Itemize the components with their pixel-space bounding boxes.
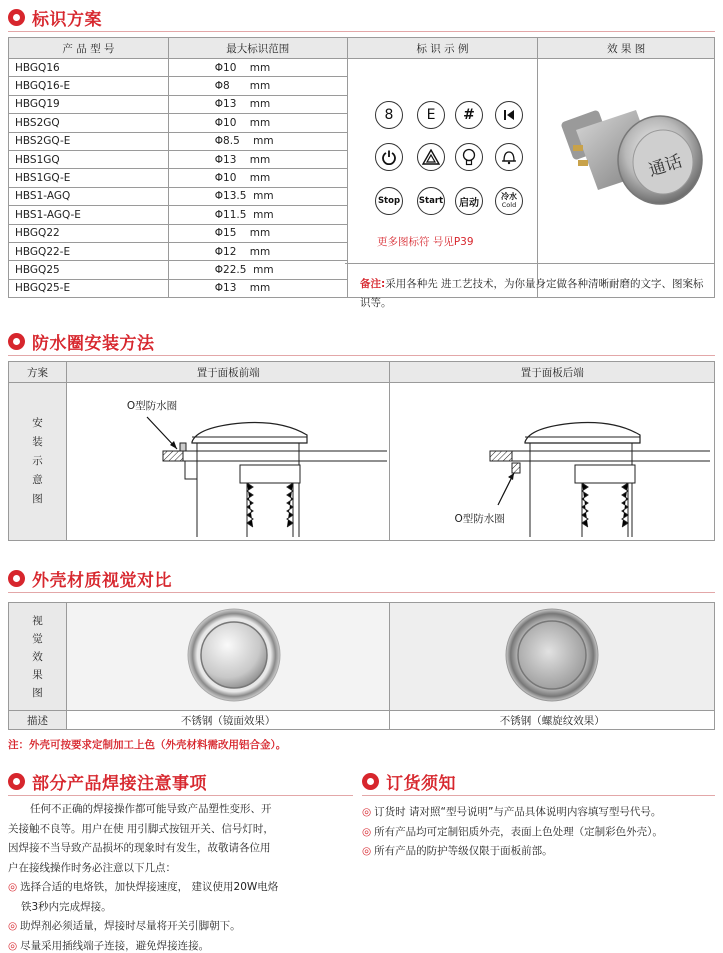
col-header-rear: 置于面板后端 <box>390 362 715 383</box>
divider <box>362 795 715 796</box>
note-divider <box>345 263 715 264</box>
model-cell: HBS2GQ-E <box>9 132 169 150</box>
range-cell: Φ15 mm <box>168 224 347 242</box>
stop-icon: Stop <box>375 187 403 215</box>
right-desc: 不锈钢（螺旋纹效果） <box>390 711 715 730</box>
bullet-icon <box>8 333 25 350</box>
section-title: 标识方案 <box>32 9 102 30</box>
divider <box>8 355 715 356</box>
hazard-icon <box>417 143 445 171</box>
spiral-finish-image <box>390 603 715 711</box>
bullet-icon <box>8 9 25 26</box>
section-header-seal <box>8 330 155 352</box>
welding-bullet: ◎ 尽量采用插线端子连接，避免焊接连接。 <box>8 939 210 952</box>
col-header-scheme: 方案 <box>9 362 67 383</box>
model-cell: HBS1GQ-E <box>9 169 169 187</box>
section-title: 订货须知 <box>386 773 456 794</box>
model-cell: HBS2GQ <box>9 114 169 132</box>
section-title: 部分产品焊接注意事项 <box>32 773 207 794</box>
range-cell: Φ8 mm <box>168 77 347 95</box>
install-side-label <box>9 383 67 541</box>
col-header-effect: 效 果 图 <box>538 38 715 59</box>
bullet-icon <box>8 570 25 587</box>
range-cell: Φ13 mm <box>168 95 347 113</box>
mirror-finish-image <box>66 603 390 711</box>
front-install-diagram <box>66 383 390 541</box>
model-cell: HBS1GQ <box>9 150 169 168</box>
range-cell: Φ11.5 mm <box>168 206 347 224</box>
bullet-icon <box>8 773 25 790</box>
rear-install-diagram <box>390 383 715 541</box>
col-header-example: 标 识 示 例 <box>347 38 538 59</box>
section-header-welding <box>8 770 207 792</box>
range-cell: Φ8.5 mm <box>168 132 347 150</box>
ordering-text <box>362 803 717 862</box>
range-cell: Φ10 mm <box>168 169 347 187</box>
vertical-label: 安 装 示 意 图 <box>32 417 43 505</box>
ordering-bullet: ◎ 订货时 请对照“型号说明”与产品具体说明内容填写型号代号。 <box>362 806 662 818</box>
power-icon <box>375 143 403 171</box>
section-header-ordering <box>362 770 456 792</box>
marking-note <box>360 275 712 313</box>
range-cell: Φ13 mm <box>168 150 347 168</box>
welding-bullet: ◎ 选择合适的电烙铁，加快焊接速度， 建议使用20W电烙 <box>8 881 279 893</box>
product-label-text: 通话 <box>646 151 685 182</box>
col-header-range: 最大标识范围 <box>168 38 347 59</box>
material-note: 注：外壳可按要求定制加工上色（外壳材料需改用铝合金）。 <box>8 739 287 751</box>
material-table <box>8 602 715 730</box>
more-icons-note: 更多图标符 号见P39 <box>377 236 474 248</box>
model-cell: HBS1-AGQ-E <box>9 206 169 224</box>
model-cell: HBS1-AGQ <box>9 187 169 205</box>
qidong-icon: 启动 <box>455 187 483 215</box>
vertical-label: 视 觉 效 果 图 <box>32 614 43 699</box>
desc-label: 描述 <box>9 711 67 730</box>
bell-icon <box>495 143 523 171</box>
range-cell: Φ13.5 mm <box>168 187 347 205</box>
divider <box>8 592 715 593</box>
icon-examples <box>349 59 540 254</box>
product-image <box>548 90 708 220</box>
model-cell: HBGQ25-E <box>9 279 169 297</box>
welding-text: 任何不正确的焊接操作都可能导致产品塑性变形、开 关接触不良等。用户在使 用引脚式按钮开关、信号灯时， 因焊接不当导致产品损坏的现象时有发生，故敬请各位用 户在接线操作时务必注意以下几点： ◎ 选择合适的电烙铁，加快焊接速度， 建议使用20W电烙 铁3秒内完成焊接。 ◎ 助焊剂必须适量，焊接时尽量将开关引脚朝下。 ◎ 尽量采用插线端子连接，避免焊接连接。 <box>8 800 348 953</box>
range-cell: Φ13 mm <box>168 279 347 297</box>
section-title: 防水圈安装方法 <box>32 333 155 354</box>
section-title: 外壳材质视觉对比 <box>32 570 172 591</box>
section-header-marking <box>8 6 102 28</box>
start-icon: Start <box>417 187 445 215</box>
model-cell: HBGQ16-E <box>9 77 169 95</box>
model-cell: HBGQ19 <box>9 95 169 113</box>
range-cell: Φ12 mm <box>168 242 347 260</box>
left-desc: 不锈钢（镜面效果） <box>66 711 390 730</box>
range-cell: Φ22.5 mm <box>168 261 347 279</box>
bulb-icon <box>455 143 483 171</box>
ordering-bullet: ◎ 所有产品的防护等级仅限于面板前部。 <box>362 845 553 857</box>
model-cell: HBGQ22 <box>9 224 169 242</box>
col-header-front: 置于面板前端 <box>66 362 390 383</box>
hash-icon: # <box>455 101 483 129</box>
bullet-icon <box>362 773 379 790</box>
skip-icon <box>495 101 523 129</box>
note-text: 采用各种先 进工艺技术，为你量身定做各种清晰耐磨的文字、图案标识等。 <box>360 278 704 309</box>
divider <box>8 31 715 32</box>
visual-side-label <box>9 603 67 711</box>
section-header-material <box>8 567 172 589</box>
range-cell: Φ10 mm <box>168 114 347 132</box>
divider <box>8 795 353 796</box>
col-header-model: 产 品 型 号 <box>9 38 169 59</box>
digit-8-icon: 8 <box>375 101 403 129</box>
model-cell: HBGQ25 <box>9 261 169 279</box>
model-cell: HBGQ22-E <box>9 242 169 260</box>
seal-table <box>8 361 715 541</box>
cold-water-icon: 冷水 Cold <box>495 187 523 215</box>
range-cell: Φ10 mm <box>168 59 347 77</box>
letter-e-icon: E <box>417 101 445 129</box>
welding-bullet: ◎ 助焊剂必须适量，焊接时尽量将开关引脚朝下。 <box>8 920 241 932</box>
note-label: 备注: <box>360 278 386 290</box>
ordering-bullet: ◎ 所有产品均可定制铝质外壳，表面上色处理（定制彩色外壳）。 <box>362 825 663 838</box>
oring-label-front: O型防水圈 <box>126 400 178 412</box>
oring-label-rear: O型防水圈 <box>454 513 505 525</box>
model-cell: HBGQ16 <box>9 59 169 77</box>
